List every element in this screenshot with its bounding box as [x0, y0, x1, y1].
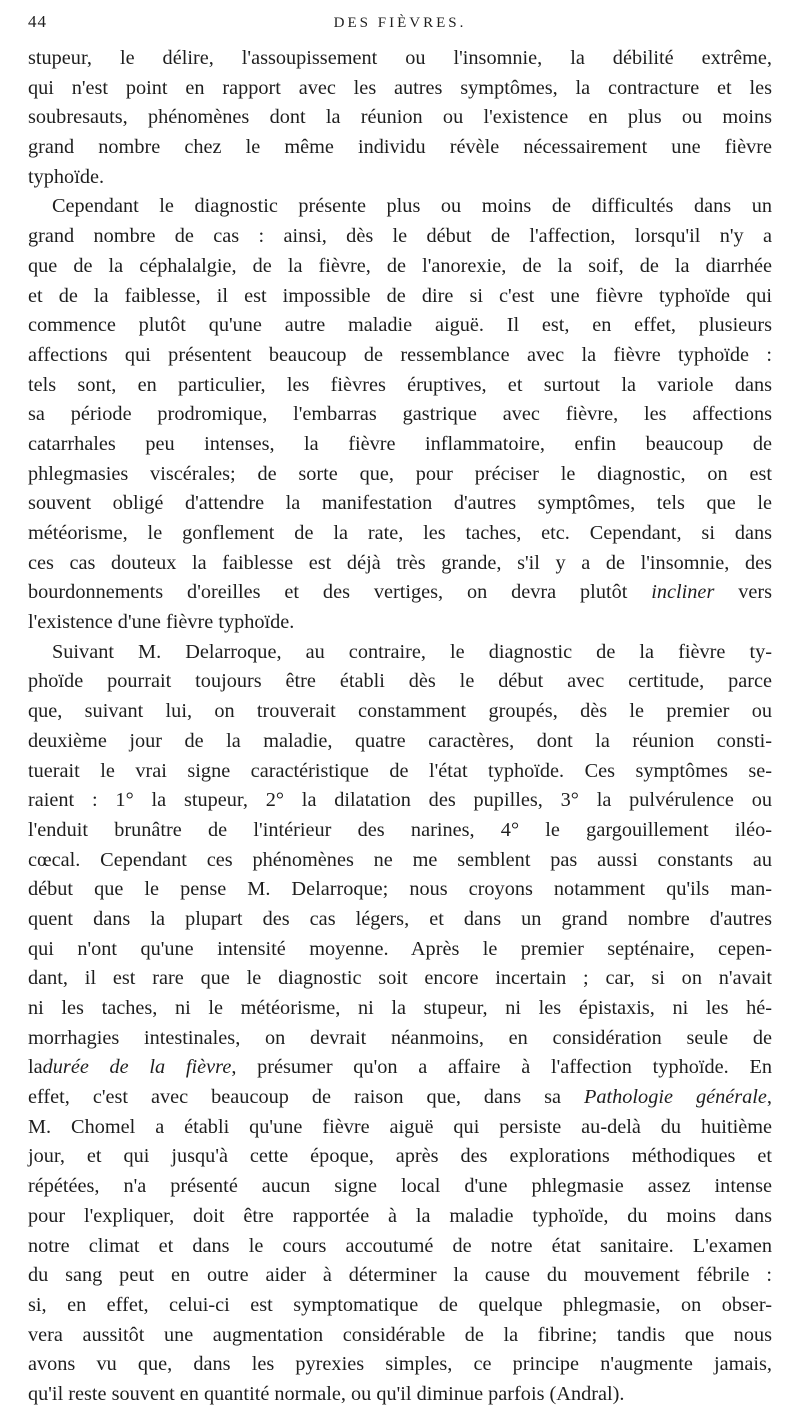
text-line: l'enduit brunâtre de l'intérieur des narines, 4° le gargouillement iléo-: [28, 818, 772, 841]
page-header: [28, 12, 772, 42]
text-line: catarrhales peu intenses, la fièvre inflammatoire, enfin beaucoup de: [28, 432, 772, 455]
text-segment: effet, c'est avec beaucoup de raison que, dans sa: [28, 1086, 584, 1109]
text-line-with-italic: [28, 1053, 772, 1083]
text-line: que, suivant lui, on trouverait constamment groupés, dès le premier ou: [28, 700, 772, 723]
text-line: tels sont, en particulier, les fièvres éruptives, et surtout la variole dans: [28, 373, 772, 396]
text-line: répétées, n'a présenté aucun signe local d'une phlegmasie assez intense: [28, 1175, 772, 1198]
italic-term: durée de la fièvre: [42, 1056, 232, 1079]
text-line: morrhagies intestinales, on devrait néanmoins, en considération seule de: [28, 1026, 772, 1049]
text-line: quent dans la plupart des cas légers, et dans un grand nombre d'autres: [28, 907, 772, 930]
italic-term: incliner: [651, 581, 715, 604]
text-line: que de la céphalalgie, de la fièvre, de l'anorexie, de la soif, de la diarrhée: [28, 254, 772, 277]
text-line: typhoïde.: [28, 165, 105, 188]
italic-title: Pathologie générale: [583, 1086, 767, 1109]
text-line: raient : 1° la stupeur, 2° la dilatation des pupilles, 3° la pulvérulence ou: [28, 789, 772, 812]
text-segment: , présumer qu'on a affaire à l'affection typhoïde. En: [231, 1056, 772, 1079]
text-segment: ,: [766, 1086, 772, 1109]
text-line: qui n'ont qu'une intensité moyenne. Après le premier septénaire, cepen-: [28, 937, 772, 960]
text-line: jour, et qui jusqu'à cette époque, après des explorations méthodiques et: [28, 1145, 772, 1168]
text-line: et de la faiblesse, il est impossible de dire si c'est une fièvre typhoïde qui: [28, 284, 772, 307]
text-line: ces cas douteux la faiblesse est déjà très grande, s'il y a de l'insomnie, des: [28, 551, 772, 574]
running-head: DES FIÈVRES.: [333, 15, 467, 31]
text-segment: la: [28, 1056, 43, 1079]
text-line: sa période prodromique, l'embarras gastrique avec fièvre, les affections: [28, 403, 772, 426]
text-segment: vers: [714, 581, 773, 604]
body-text: [28, 44, 772, 1410]
text-line: notre climat et dans le cours accoutumé de notre état sanitaire. L'examen: [28, 1234, 772, 1257]
text-line: pour l'expliquer, doit être rapportée à la maladie typhoïde, du moins dans: [28, 1204, 772, 1227]
text-segment: bourdonnements d'oreilles et des vertiges, on devra plutôt: [28, 581, 652, 604]
text-line-with-italic: [28, 1083, 772, 1113]
text-line: du sang peut en outre aider à déterminer la cause du mouvement fébrile :: [28, 1264, 772, 1287]
text-line: soubresauts, phénomènes dont la réunion ou l'existence en plus ou moins: [28, 106, 772, 129]
text-line-with-italic: [28, 578, 772, 608]
page-number: 44: [28, 12, 47, 31]
text-line: début que le pense M. Delarroque; nous croyons notamment qu'ils man-: [28, 878, 772, 901]
text-line: grand nombre de cas : ainsi, dès le début de l'affection, lorsqu'il n'y a: [28, 225, 772, 248]
text-line: si, en effet, celui-ci est symptomatique de quelque phlegmasie, on obser-: [28, 1293, 772, 1316]
text-line: cœcal. Cependant ces phénomènes ne me semblent pas aussi constants au: [28, 848, 772, 871]
text-line: qui n'est point en rapport avec les autres symptômes, la contracture et les: [28, 76, 772, 99]
text-line: ni les taches, ni le météorisme, ni la stupeur, ni les épistaxis, ni les hé-: [28, 997, 772, 1019]
text-line: grand nombre chez le même individu révèle nécessairement une fièvre: [28, 136, 772, 159]
text-line: commence plutôt qu'une autre maladie aiguë. Il est, en effet, plusieurs: [28, 314, 772, 337]
text-line: phoïde pourrait toujours être établi dès le début avec certitude, parce: [28, 670, 772, 693]
text-line: deuxième jour de la maladie, quatre caractères, dont la réunion consti-: [28, 729, 772, 752]
text-line: qu'il reste souvent en quantité normale, ou qu'il diminue parfois (Andral).: [28, 1382, 625, 1405]
text-line: tuerait le vrai signe caractéristique de l'état typhoïde. Ces symptômes se-: [28, 759, 772, 782]
text-line: affections qui présentent beaucoup de ressemblance avec la fièvre typhoïde :: [28, 343, 772, 366]
text-line: dant, il est rare que le diagnostic soit encore incertain ; car, si on n'avait: [28, 967, 772, 990]
text-line: avons vu que, dans les pyrexies simples, ce principe n'augmente jamais,: [28, 1353, 772, 1376]
text-line: vera aussitôt une augmentation considérable de la fibrine; tandis que nous: [28, 1323, 772, 1346]
text-line: souvent obligé d'attendre la manifestation d'autres symptômes, tels que le: [28, 492, 772, 515]
text-line: phlegmasies viscérales; de sorte que, pour préciser le diagnostic, on est: [28, 462, 772, 485]
text-line: Suivant M. Delarroque, au contraire, le diagnostic de la fièvre ty-: [52, 640, 772, 663]
text-line: météorisme, le gonflement de la rate, les taches, etc. Cependant, si dans: [28, 522, 772, 544]
text-line: stupeur, le délire, l'assoupissement ou l'insomnie, la débilité extrême,: [28, 47, 772, 69]
text-line: M. Chomel a établi qu'une fièvre aiguë qui persiste au-delà du huitième: [28, 1115, 772, 1138]
text-line: l'existence d'une fièvre typhoïde.: [28, 611, 295, 634]
text-line: Cependant le diagnostic présente plus ou moins de difficultés dans un: [52, 195, 772, 218]
